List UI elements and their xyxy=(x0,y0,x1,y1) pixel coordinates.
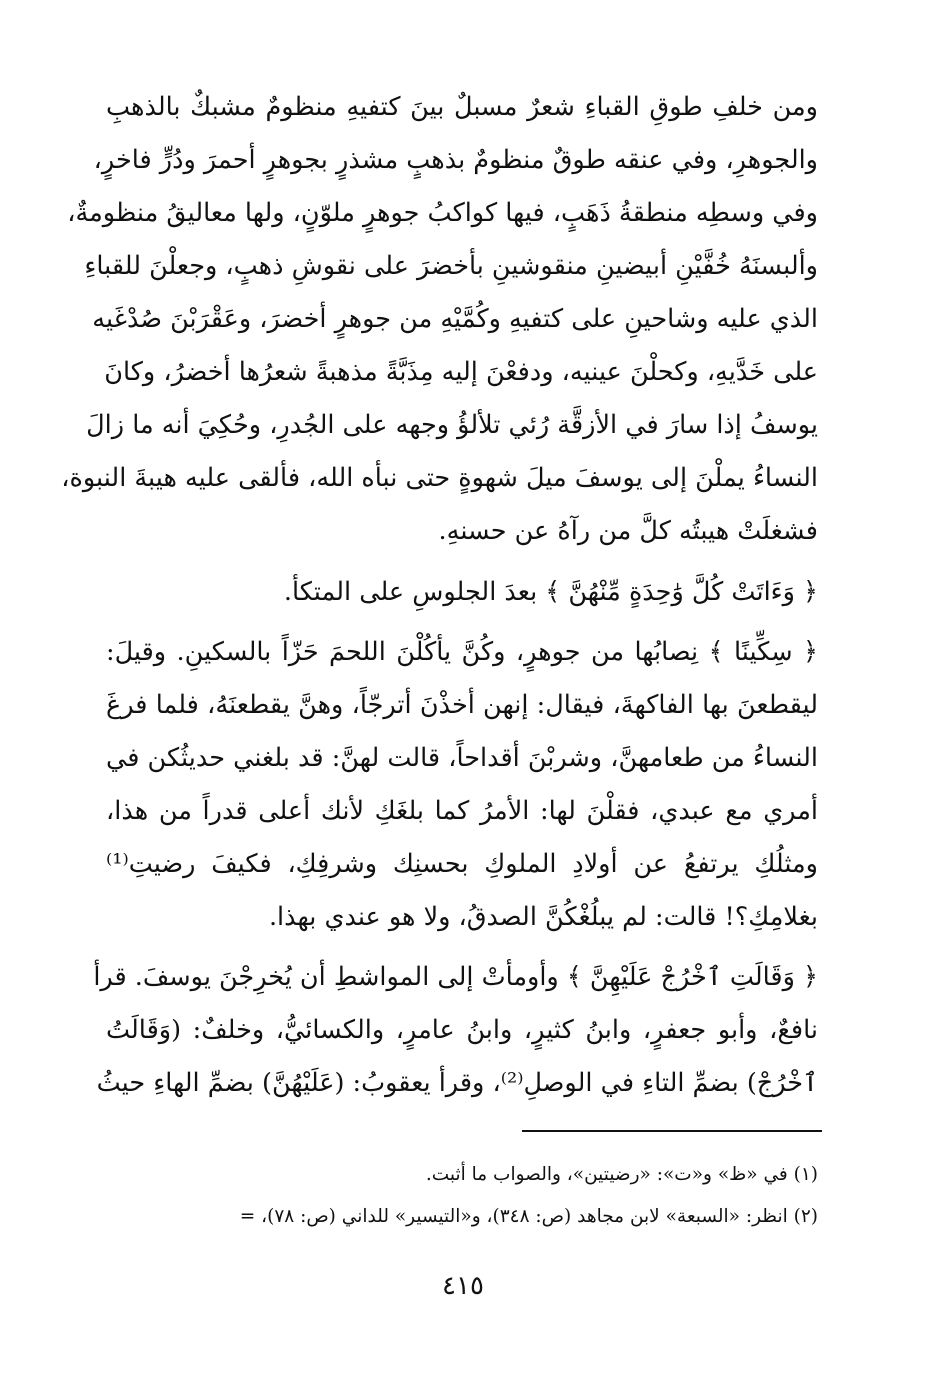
text-line: نافعٌ، وأبو جعفرٍ، وابنُ كثيرٍ، وابنُ عامرٍ، والكسائيُّ، وخلفٌ: (وَقَالَتُ xyxy=(106,1015,818,1045)
text-line: ﴿ وَءَاتَتْ كُلَّ وَٰحِدَةٍ مِّنْهُنَّ ﴾ بعدَ الجلوسِ على المتكأ. xyxy=(283,577,818,607)
text-line: ﴿ سِكِّينًا ﴾ نِصابُها من جوهرٍ، وكُنَّ يأكُلْنَ اللحمَ حَزّاً بالسكينِ. وقيلَ: xyxy=(106,637,818,667)
page-number: ٤١٥ xyxy=(442,1271,484,1301)
text-line: ومن خلفِ طوقِ القباءِ شعرٌ مسبلٌ بينَ كتفيهِ منظومٌ مشبكٌ بالذهبِ xyxy=(106,92,818,122)
text-line: على خَدَّيهِ، وكحلْنَ عينيه، ودفعْنَ إليه مِذَبَّةً مذهبةً شعرُها أخضرُ، وكانَ xyxy=(104,357,818,387)
text-line: وفي وسطِه منطقةُ ذَهَبٍ، فيها كواكبُ جوهرٍ ملوّنٍ، ولها معاليقُ منظومةٌ، xyxy=(67,198,818,228)
text-line: بغلامِكِ؟! قالت: لم يبلُغْكُنَّ الصدقُ، ولا هو عندي بهذا. xyxy=(268,902,818,932)
text-line: وألبسنَهُ خُفَّيْنِ أبيضينِ منقوشينِ بأخضرَ على نقوشِ ذهبٍ، وجعلْنَ للقباءِ xyxy=(84,251,818,281)
text-line: ليقطعنَ بها الفاكهةَ، فيقال: إنهن أخذْنَ أترجّاً، وهنَّ يقطعنَهُ، فلما فرغَ xyxy=(106,690,818,720)
footnote-1: (١) في «ظ» و«ت»: «رضيتين»، والصواب ما أثبت. xyxy=(425,1164,818,1185)
text-line: النساءُ من طعامهنَّ، وشربْنَ أقداحاً، قالت لهنَّ: قد بلغني حديثُكن في xyxy=(106,743,818,773)
text-line: فشغلَتْ هيبتُه كلَّ من رآهُ عن حسنهِ. xyxy=(438,516,818,546)
footnote-2: (٢) انظر: «السبعة» لابن مجاهد (ص: ٣٤٨)، و«التيسير» للداني (ص: ٧٨)، = xyxy=(239,1206,818,1227)
text-line: النساءُ يملْنَ إلى يوسفَ ميلَ شهوةٍ حتى نبأه الله، فألقى عليه هيبةَ النبوة، xyxy=(61,463,818,493)
text-line: ﴿ وَقَالَتِ ٱخْرُجْ عَلَيْهِنَّ ﴾ وأومأتْ إلى المواشطِ أن يُخرِجْنَ يوسفَ. قرأ xyxy=(93,962,818,992)
footnote-divider xyxy=(522,1130,822,1132)
text-line: ومثلُكِ يرتفعُ عن أولادِ الملوكِ بحسنِك وشرفِكِ، فكيفَ رضيتِ⁽¹⁾ xyxy=(106,849,818,879)
text-line: والجوهرِ، وفي عنقه طوقٌ منظومٌ بذهبٍ مشذرٍ بجوهرٍ أحمرَ ودُرٍّ فاخرٍ، xyxy=(93,145,818,175)
text-line: أمري مع عبدي، فقلْنَ لها: الأمرُ كما بلغَكِ لأنك أعلى قدراً من هذا، xyxy=(106,796,818,826)
text-line: يوسفُ إذا سارَ في الأزقَّة رُئي تلألؤُ وجهه على الجُدرِ، وحُكِيَ أنه ما زالَ xyxy=(86,410,818,440)
text-line: ٱخْرُجْ) بضمِّ التاءِ في الوصلِ⁽²⁾، وقرأ يعقوبُ: (عَلَيْهُنَّ) بضمِّ الهاءِ حيثُ xyxy=(96,1068,818,1098)
text-line: الذي عليه وشاحينِ على كتفيهِ وكُمَّيْهِ من جوهرٍ أخضرَ، وعَقْرَبْنَ صُدْغَيه xyxy=(92,304,818,334)
